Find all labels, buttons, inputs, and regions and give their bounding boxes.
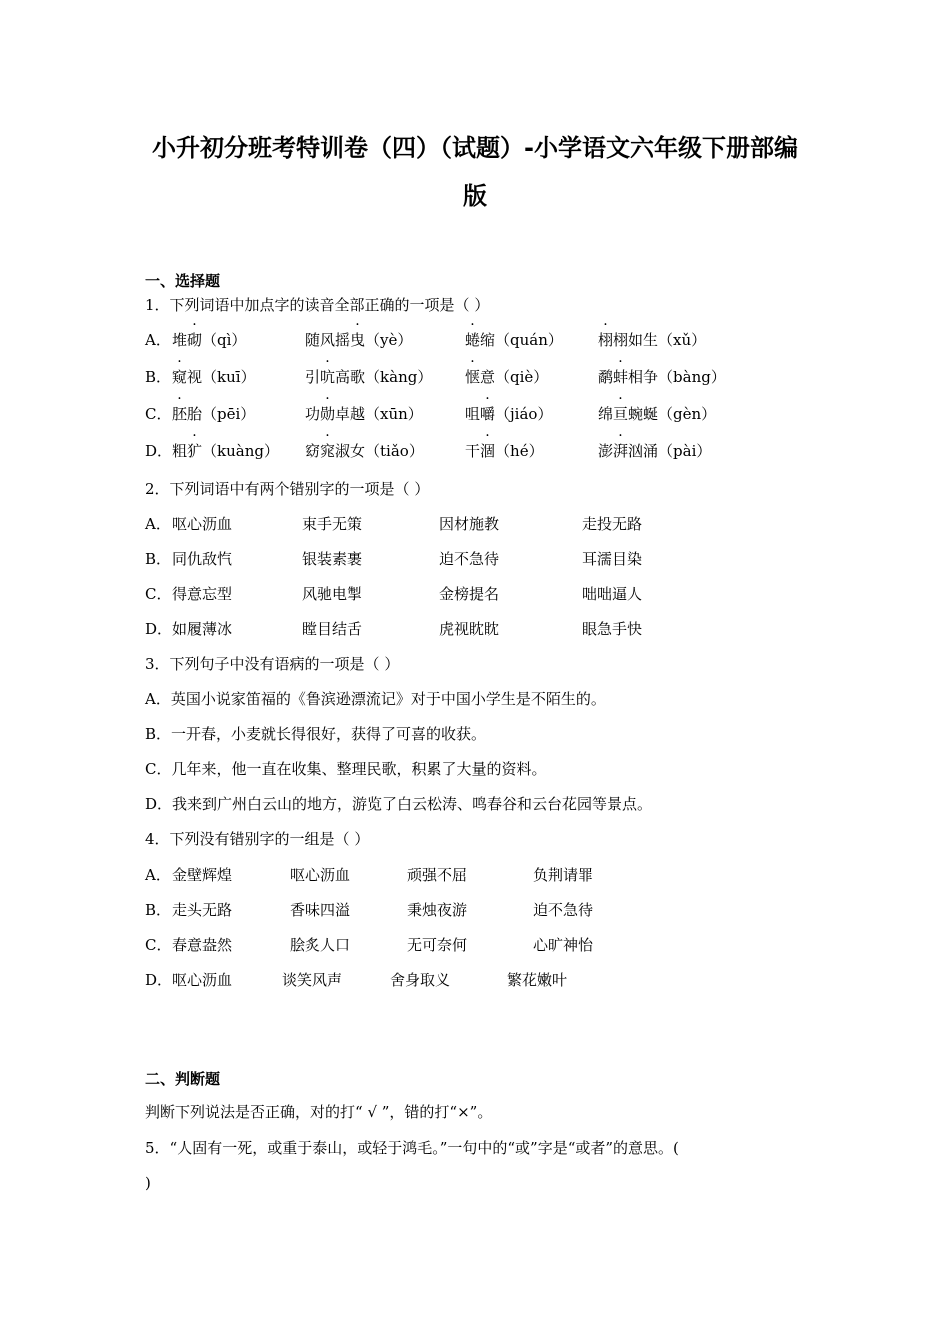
pinyin-item [598, 329, 706, 350]
idiom-word: 脍炙人口 [290, 936, 351, 954]
word-suffix-pinyin: 视（kuī） [187, 368, 256, 386]
word-prefix: 咀 [465, 405, 481, 423]
dotted-character: 吭 [320, 368, 336, 386]
idiom-word: 虎视眈眈 [439, 620, 500, 638]
question-3-option-a: A．英国小说家笛福的《鲁滨逊漂流记》对于中国小学生是不陌生的。 [145, 690, 606, 708]
word-prefix: 鹬 [598, 368, 614, 386]
word-suffix-pinyin: （yè） [365, 331, 413, 349]
page-title: 小升初分班考特训卷（四）（试题）-小学语文六年级下册部编 [152, 134, 798, 162]
dotted-character: 惬 [465, 368, 481, 386]
idiom-word: 呕心沥血 [290, 866, 351, 884]
idiom-word: 耳濡目染 [582, 550, 643, 568]
question-5-answer-bracket: ) [145, 1174, 151, 1192]
dotted-character: 湃 [613, 442, 629, 460]
word-suffix-pinyin: 蜿蜒（gèn） [628, 405, 717, 423]
idiom-word: 繁花嫩叶 [507, 971, 568, 989]
idiom-word: 舍身取义 [390, 971, 451, 989]
question-3-option-d: D．我来到广州白云山的地方，游览了白云松涛、鸣春谷和云台花园等景点。 [145, 795, 653, 813]
idiom-word: 同仇敌忾 [172, 550, 233, 568]
idiom-word: 香味四溢 [290, 901, 351, 919]
pinyin-item [598, 403, 716, 424]
option-label: B． [145, 550, 172, 568]
section-heading-choice: 一、选择题 [145, 272, 221, 290]
section-heading-judgement: 二、判断题 [145, 1070, 221, 1088]
pinyin-item [172, 403, 255, 424]
dotted-character: 胚 [172, 405, 188, 423]
idiom-word: 无可奈何 [407, 936, 468, 954]
pinyin-item [465, 440, 544, 461]
word-suffix-pinyin: （jiáo） [495, 405, 553, 423]
idiom-word: 心旷神怡 [533, 936, 594, 954]
word-suffix-pinyin: 胎（pēi） [187, 405, 256, 423]
word-prefix: 引 [305, 368, 321, 386]
word-suffix-pinyin: 淑女（tiǎo） [335, 442, 424, 460]
idiom-word: 咄咄逼人 [582, 585, 643, 603]
idiom-word: 风驰电掣 [302, 585, 363, 603]
dotted-character: 栩 [598, 331, 614, 349]
idiom-word: 顽强不屈 [407, 866, 468, 884]
pinyin-item [598, 366, 726, 387]
pinyin-item [172, 366, 256, 387]
word-suffix-pinyin: 意（qiè） [480, 368, 549, 386]
dotted-character: 涸 [480, 442, 496, 460]
option-label: A． [145, 515, 171, 533]
word-prefix: 绵 [598, 405, 614, 423]
question-3-stem: 3．下列句子中没有语病的一项是（ ） [145, 655, 400, 673]
pinyin-item [172, 440, 279, 461]
option-label: C． [145, 936, 172, 954]
dotted-character: 勋 [320, 405, 336, 423]
dotted-character: 蜷 [465, 331, 481, 349]
idiom-word: 春意盎然 [172, 936, 233, 954]
dotted-character: 蚌 [613, 368, 629, 386]
pinyin-item [172, 329, 246, 350]
question-4-stem: 4．下列没有错别字的一组是（ ） [145, 830, 370, 848]
dotted-character: 犷 [187, 442, 203, 460]
pinyin-item [598, 440, 711, 461]
pinyin-item [305, 366, 432, 387]
option-label: A． [145, 866, 171, 884]
option-label: C． [145, 405, 172, 423]
option-label: D． [145, 620, 173, 638]
word-prefix: 随风摇 [305, 331, 351, 349]
idiom-word: 呕心沥血 [172, 515, 233, 533]
idiom-word: 呕心沥血 [172, 971, 233, 989]
word-prefix: 堆 [172, 331, 188, 349]
idiom-word: 如履薄冰 [172, 620, 233, 638]
dotted-character: 亘 [613, 405, 629, 423]
judgement-instruction: 判断下列说法是否正确，对的打“ √ ”，错的打“×”。 [145, 1103, 493, 1121]
option-label: A． [145, 331, 171, 349]
idiom-word: 迫不急待 [533, 901, 594, 919]
option-label: B． [145, 901, 172, 919]
idiom-word: 谈笑风声 [282, 971, 343, 989]
idiom-word: 束手无策 [302, 515, 363, 533]
word-suffix-pinyin: （kuàng） [202, 442, 279, 460]
word-suffix-pinyin: 缩（quán） [480, 331, 563, 349]
question-1-stem: 1．下列词语中加点字的读音全部正确的一项是（ ） [145, 296, 490, 314]
page-title-continued: 版 [463, 182, 487, 210]
word-prefix: 功 [305, 405, 321, 423]
idiom-word: 眼急手快 [582, 620, 643, 638]
idiom-word: 银装素裹 [302, 550, 363, 568]
option-label: D． [145, 971, 173, 989]
option-label: C． [145, 585, 172, 603]
question-3-option-b: B．一开春，小麦就长得很好，获得了可喜的收获。 [145, 725, 487, 743]
pinyin-item [465, 329, 563, 350]
word-prefix: 粗 [172, 442, 188, 460]
word-suffix-pinyin: 栩如生（xǔ） [613, 331, 707, 349]
question-5-stem: 5．“人固有一死，或重于泰山，或轻于鸿毛。”一句中的“或”字是“或者”的意思。( [145, 1139, 679, 1157]
dotted-character: 窕 [320, 442, 336, 460]
dotted-character: 砌 [187, 331, 203, 349]
idiom-word: 得意忘型 [172, 585, 233, 603]
dotted-character: 窥 [172, 368, 188, 386]
idiom-word: 走投无路 [582, 515, 643, 533]
idiom-word: 迫不急待 [439, 550, 500, 568]
question-3-option-c: C．几年来，他一直在收集、整理民歌，积累了大量的资料。 [145, 760, 547, 778]
word-suffix-pinyin: 汹涌（pài） [628, 442, 712, 460]
option-label: D． [145, 442, 173, 460]
idiom-word: 秉烛夜游 [407, 901, 468, 919]
question-2-stem: 2．下列词语中有两个错别字的一项是（ ） [145, 480, 430, 498]
idiom-word: 金榜提名 [439, 585, 500, 603]
pinyin-item [465, 403, 552, 424]
idiom-word: 负荆请罪 [533, 866, 594, 884]
word-prefix: 干 [465, 442, 481, 460]
idiom-word: 走头无路 [172, 901, 233, 919]
pinyin-item [305, 329, 412, 350]
word-suffix-pinyin: 相争（bàng） [628, 368, 726, 386]
word-prefix: 窈 [305, 442, 321, 460]
word-prefix: 澎 [598, 442, 614, 460]
pinyin-item [305, 440, 424, 461]
word-suffix-pinyin: 高歌（kàng） [335, 368, 433, 386]
word-suffix-pinyin: （qì） [202, 331, 247, 349]
idiom-word: 金壁辉煌 [172, 866, 233, 884]
idiom-word: 瞠目结舌 [302, 620, 363, 638]
pinyin-item [305, 403, 423, 424]
idiom-word: 因材施教 [439, 515, 500, 533]
word-suffix-pinyin: 卓越（xūn） [335, 405, 423, 423]
option-label: B． [145, 368, 172, 386]
dotted-character: 曳 [350, 331, 366, 349]
dotted-character: 嚼 [480, 405, 496, 423]
word-suffix-pinyin: （hé） [495, 442, 544, 460]
pinyin-item [465, 366, 548, 387]
